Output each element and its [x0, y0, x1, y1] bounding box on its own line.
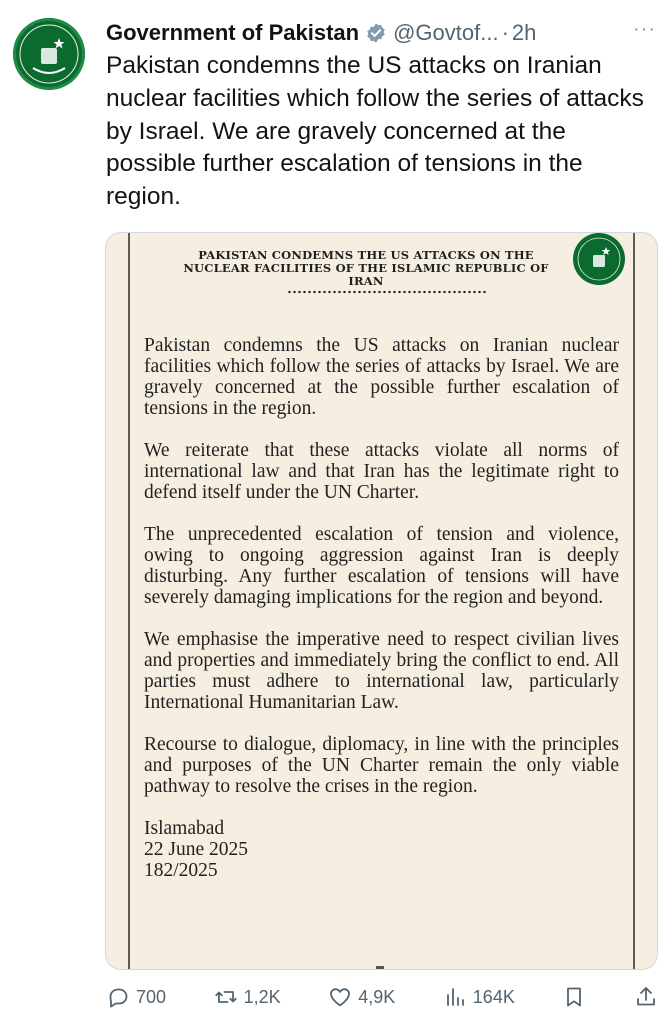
tweet-timestamp[interactable]: 2h: [511, 20, 537, 45]
share-icon: [634, 985, 658, 1009]
share-button[interactable]: [634, 985, 658, 1009]
page-mark: [376, 966, 384, 969]
document-border-left: [128, 233, 130, 969]
views-icon: [443, 985, 467, 1009]
document-place: Islamabad: [144, 818, 225, 839]
document-heading-line: IRAN: [348, 274, 384, 288]
document-paragraph: The unprecedented escalation of tension and violence, owing to ongoing aggression against Iran is deeply disturbing. Any further escalation of tensions will have severely damaging implications for the region and beyond.: [144, 524, 619, 608]
reply-icon: [106, 985, 130, 1009]
document-body: [144, 335, 619, 881]
government-emblem-icon: [13, 18, 85, 90]
retweet-icon: [214, 985, 238, 1009]
government-emblem-icon: [568, 233, 630, 289]
like-count: 4,9K: [358, 986, 396, 1007]
bookmark-button[interactable]: [562, 985, 586, 1009]
document-heading: [166, 249, 566, 288]
bookmark-icon: [562, 985, 586, 1009]
reply-button[interactable]: [106, 985, 166, 1009]
separator-dot: ·: [501, 20, 509, 45]
document-border-right: [633, 233, 635, 969]
author-handle[interactable]: @Govtof...: [393, 20, 499, 45]
document-paragraph: Recourse to dialogue, diplomacy, in line with the principles and purposes of the UN Charter remain the only viable pathway to resolve the crises in the region.: [144, 734, 619, 797]
reply-count: 700: [136, 986, 167, 1007]
document-heading-line: PAKISTAN CONDEMNS THE US ATTACKS ON THE: [198, 248, 534, 262]
verified-badge-icon: [365, 22, 387, 44]
document-date: 22 June 2025: [144, 839, 248, 860]
retweet-button[interactable]: [214, 985, 281, 1009]
dotted-divider: [287, 290, 487, 294]
document-reference: 182/2025: [144, 860, 218, 881]
retweet-count: 1,2K: [243, 986, 281, 1007]
document-paragraph: We reiterate that these attacks violate all norms of international law and that Iran has the legitimate right to defend itself under the UN Charter.: [144, 440, 619, 503]
view-count: 164K: [472, 986, 515, 1007]
like-button[interactable]: [328, 985, 395, 1009]
document-paragraph: We emphasise the imperative need to respect civilian lives and properties and immediately bring the conflict to end. All parties must adhere to international law, particularly International Humanitarian Law.: [144, 629, 619, 713]
views-button[interactable]: [443, 985, 515, 1009]
tweet-text: Pakistan condemns the US attacks on Iranian nuclear facilities which follow the series of attacks by Israel. We are gravely concerned at the possible further escalation of tensions in the region.: [106, 52, 644, 211]
author-name[interactable]: Government of Pakistan: [106, 20, 360, 45]
like-icon: [328, 985, 352, 1009]
document-paragraph: Pakistan condemns the US attacks on Iranian nuclear facilities which follow the series of attacks by Israel. We are gravely concerned at the possible further escalation of tensions in the region.: [144, 335, 619, 419]
tweet-header: [106, 16, 656, 50]
document-signature-block: [144, 818, 619, 881]
document-heading-line: NUCLEAR FACILITIES OF THE ISLAMIC REPUBLIC OF: [183, 261, 549, 275]
tweet-media-image[interactable]: [105, 232, 658, 970]
more-options-icon[interactable]: ···: [633, 18, 656, 40]
tweet-action-bar: [106, 980, 658, 1014]
avatar[interactable]: [13, 18, 85, 90]
